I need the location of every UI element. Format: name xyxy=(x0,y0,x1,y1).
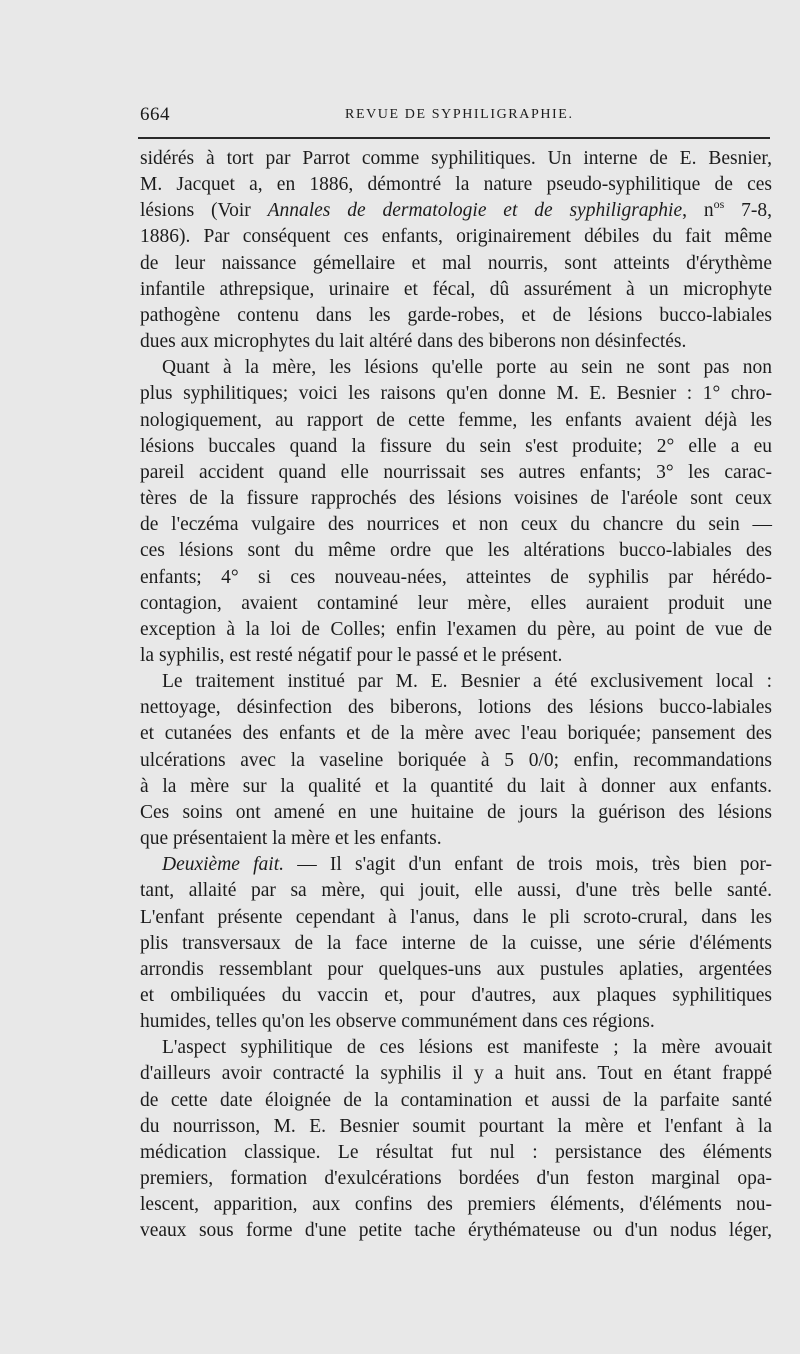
text-line: pathogène contenu dans les garde-robes, et de lésions bucco-labiales xyxy=(140,304,772,326)
text-line: plus syphilitiques; voici les raisons qu'en donne M. E. Besnier : 1° chro- xyxy=(140,383,772,405)
section-heading: Deuxième fait. xyxy=(162,854,285,876)
text-line: et ombiliquées du vaccin et, pour d'autres, aux plaques syphilitiques xyxy=(140,985,772,1006)
text-line: et cutanées des enfants et de la mère avec l'eau boriquée; pansement des xyxy=(140,723,772,745)
text-line: Ces soins ont amené en une huitaine de jours la guérison des lésions xyxy=(140,801,772,823)
text-line: enfants; 4° si ces nouveau-nées, atteintes de syphilis par hérédo- xyxy=(140,566,772,588)
text-line: nettoyage, désinfection des biberons, lotions des lésions bucco-labiales xyxy=(140,697,772,719)
text-line: d'ailleurs avoir contracté la syphilis il y a huit ans. Tout en étant frappé xyxy=(140,1063,772,1085)
text-line: Le traitement institué par M. E. Besnier a été exclusivement local : xyxy=(162,671,772,693)
text-line-section-heading: Deuxième fait. — Il s'agit d'un enfant de trois mois, très bien por- xyxy=(162,854,772,876)
text-line: médication classique. Le résultat fut nul : persistance des éléments xyxy=(140,1141,772,1163)
text-line: contagion, avaient contaminé leur mère, elles auraient produit une xyxy=(140,592,772,614)
text-line: lescent, apparition, aux confins des premiers éléments, d'éléments nou- xyxy=(140,1194,772,1216)
text-line: tant, allaité par sa mère, qui jouit, elle aussi, d'une très belle santé. xyxy=(140,880,772,902)
text-line: M. Jacquet a, en 1886, démontré la nature pseudo-syphilitique de ces xyxy=(140,174,772,196)
text-line: dues aux microphytes du lait altéré dans des biberons non désinfectés. xyxy=(140,331,687,353)
text-line: du nourrisson, M. E. Besnier soumit pourtant la mère et l'enfant à la xyxy=(140,1115,772,1137)
text-line-citation: lésions (Voir Annales de dermatologie et de syphiligraphie, $n^{os}$ 7-8, xyxy=(140,197,772,222)
text-line: L'enfant présente cependant à l'anus, dans le pli scroto-crural, dans les xyxy=(140,906,772,928)
text-line: plis transversaux de la face interne de la cuisse, une série d'éléments xyxy=(140,932,772,954)
text-line: arrondis ressemblant pour quelques-uns aux pustules aplaties, argentées xyxy=(140,958,772,980)
text-line: veaux sous forme d'une petite tache érythémateuse ou d'un nodus léger, xyxy=(140,1220,772,1242)
journal-title: Annales de dermatologie et de syphiligraphie xyxy=(267,200,683,222)
text-line: de leur naissance gémellaire et mal nourris, sont atteints d'érythème xyxy=(140,252,772,274)
text-line: 1886). Par conséquent ces enfants, originairement débiles du fait même xyxy=(140,226,772,248)
text-line: que présentaient la mère et les enfants. xyxy=(140,828,442,850)
body-text xyxy=(140,146,772,1245)
header-rule xyxy=(138,137,770,139)
page-header xyxy=(140,104,770,130)
text-line: premiers, formation d'exulcérations bordées d'un feston marginal opa- xyxy=(140,1168,772,1190)
text-line: tères de la fissure rapprochés des lésions voisines de l'aréole sont ceux xyxy=(140,488,772,510)
text-line: ulcérations avec la vaseline boriquée à 5 0/0; enfin, recommandations xyxy=(140,749,772,771)
text-line: la syphilis, est resté négatif pour le passé et le présent. xyxy=(140,644,563,666)
text-line: L'aspect syphilitique de ces lésions est manifeste ; la mère avouait xyxy=(162,1037,772,1059)
text-line: pareil accident quand elle nourrissait ses autres enfants; 3° les carac- xyxy=(140,461,772,483)
text-line: nologiquement, au rapport de cette femme, les enfants avaient déjà les xyxy=(140,409,772,431)
text-line: Quant à la mère, les lésions qu'elle porte au sein ne sont pas non xyxy=(162,357,772,379)
running-title: REVUE DE SYPHILIGRAPHIE. xyxy=(345,107,574,122)
text-line: de cette date éloignée de la contamination et aussi de la parfaite santé xyxy=(140,1089,772,1111)
text-line: sidérés à tort par Parrot comme syphilitiques. Un interne de E. Besnier, xyxy=(140,148,772,169)
text-line: exception à la loi de Colles; enfin l'examen du père, au point de vue de xyxy=(140,618,772,640)
text-line: lésions buccales quand la fissure du sein s'est produite; 2° elle a eu xyxy=(140,435,772,457)
text-line: ces lésions sont du même ordre que les altérations bucco-labiales des xyxy=(140,540,772,562)
text-line: à la mère sur la qualité et la quantité du lait à donner aux enfants. xyxy=(140,775,772,797)
text-line: infantile athrepsique, urinaire et fécal, dû assurément à un microphyte xyxy=(140,278,772,300)
text-line: humides, telles qu'on les observe communément dans ces régions. xyxy=(140,1011,655,1033)
text-line: de l'eczéma vulgaire des nourrices et non ceux du chancre du sein — xyxy=(140,514,772,536)
page-number: 664 xyxy=(140,104,170,125)
